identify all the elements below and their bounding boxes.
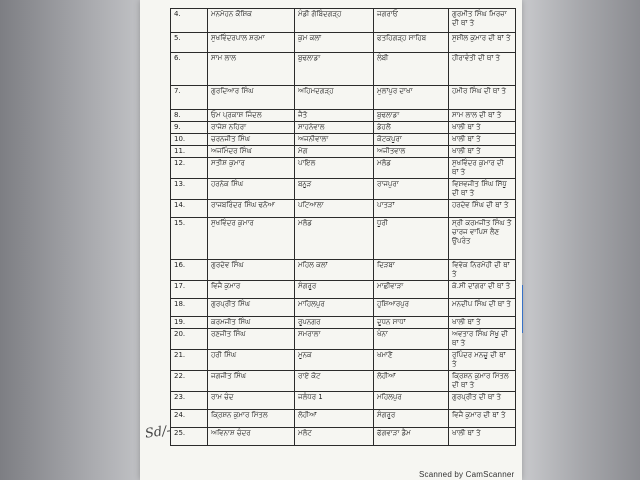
- from-location: ਬਨੂੜ: [295, 179, 374, 200]
- to-location: ਜਗਰਾਓਂ: [374, 9, 449, 33]
- to-location: ਕੋਟਕਪੂਰਾ: [374, 134, 449, 146]
- serial-number: 12.: [171, 158, 208, 179]
- table-row: [171, 392, 516, 410]
- serial-number: 20.: [171, 329, 208, 350]
- table-row: [171, 410, 516, 428]
- table-row: [171, 146, 516, 158]
- officer-name: ਰਾਜਬਰਿੰਦਰ ਸਿੰਘ ਢਨੋਆ: [208, 200, 295, 218]
- from-location: ਜੈਤੋ: [295, 110, 374, 122]
- table-row: [171, 86, 516, 110]
- to-location: ਸੰਗਰੂਰ: [374, 410, 449, 428]
- posting-detail: ਸੁਸ਼ੀਲ ਕੁਮਾਰ ਦੀ ਥਾਂ ਤੇ: [449, 33, 516, 53]
- to-location: ਧੂਰੀ: [374, 218, 449, 260]
- from-location: ਸਮਰਾਲਾ: [295, 329, 374, 350]
- background-right: [520, 0, 640, 480]
- table-row: [171, 110, 516, 122]
- from-location: ਅਜਨੀਵਾਲਾ: [295, 134, 374, 146]
- from-location: ਸਾਹਨੇਵਾਲ: [295, 122, 374, 134]
- to-location: ਰਾਜਪੁਰਾ: [374, 179, 449, 200]
- posting-detail: ਅਵਤਾਰ ਸਿੰਘ ਸੇਖੂ ਦੀ ਥਾਂ ਤੇ: [449, 329, 516, 350]
- serial-number: 13.: [171, 179, 208, 200]
- officer-name: ਗੁਰਦੇਵ ਸਿੰਘ: [208, 260, 295, 281]
- document-page: [140, 0, 522, 480]
- scanner-watermark: Scanned by CamScanner: [419, 470, 515, 479]
- table-row: [171, 200, 516, 218]
- posting-detail: ਕ੍ਰਿਸ਼ਨ ਕੁਮਾਰ ਮਿੱਤਲ ਦੀ ਥਾਂ ਤੇ: [449, 371, 516, 392]
- table-row: [171, 350, 516, 371]
- posting-detail: ਸ੍ਰੀ ਕਰਮਜੀਤ ਸਿੰਘ ਤੋਂ ਚਾਰਜ ਵਾਪਿਸ ਲੈਣ ਉਪਰੰਤ: [449, 218, 516, 260]
- officer-name: ਰਾਜੇਸ਼ ਨਹਿਰਾ: [208, 122, 295, 134]
- serial-number: 9.: [171, 122, 208, 134]
- officer-name: ਰਾਮ ਚੰਦ: [208, 392, 295, 410]
- from-location: ਮਲੋਡ: [295, 218, 374, 260]
- table-row: [171, 179, 516, 200]
- posting-detail: ਖਾਲੀ ਥਾਂ ਤੇ: [449, 146, 516, 158]
- to-location: ਖਮਾਣੋਂ: [374, 350, 449, 371]
- posting-detail: ਹਮੀਰ ਸਿੰਘ ਦੀ ਥਾਂ ਤੇ: [449, 86, 516, 110]
- from-location: ਪਟਿਆਲਾ: [295, 200, 374, 218]
- to-location: ਖੰਨਾ: [374, 329, 449, 350]
- to-location: ਮਹਿਲਪੁਰ: [374, 392, 449, 410]
- posting-detail: ਖਾਲੀ ਥਾਂ ਤੇ: [449, 428, 516, 446]
- from-location: ਲੋਹੀਆਂ: [295, 410, 374, 428]
- from-location: ਮੋਗ: [295, 146, 374, 158]
- to-location: ਬੁਢਲਾਡਾ: [374, 110, 449, 122]
- from-location: ਮੰਡੀ ਗੋਬਿੰਦਗੜ੍ਹ: [295, 9, 374, 33]
- serial-number: 21.: [171, 350, 208, 371]
- serial-number: 14.: [171, 200, 208, 218]
- posting-detail: ਸਾਮ ਲਾਲ ਦੀ ਥਾਂ ਤੇ: [449, 110, 516, 122]
- table-row: [171, 317, 516, 329]
- table-row: [171, 260, 516, 281]
- officer-name: ਰਣਜੀਤ ਸਿੰਘ: [208, 329, 295, 350]
- table-row: [171, 122, 516, 134]
- from-location: ਕੁਮ ਕਲਾਂ: [295, 33, 374, 53]
- to-location: ਫਤਹਿਗੜ੍ਹ ਸਾਹਿਬ: [374, 33, 449, 53]
- to-location: ਮੁਲਾਂਪੁਰ ਦਾਖਾ: [374, 86, 449, 110]
- table-row: [171, 33, 516, 53]
- posting-detail: ਹੀਰਾਵੰਤੀ ਦੀ ਥਾਂ ਤੇ: [449, 53, 516, 86]
- posting-detail: ਖਾਲੀ ਥਾਂ ਤੇ: [449, 134, 516, 146]
- from-location: ਰੂਪਨਗਰ: [295, 317, 374, 329]
- officer-name: ਅਜਮਿੰਦਰ ਸਿੰਘ: [208, 146, 295, 158]
- to-location: ਦੂਧਨ ਸਾਧਾਂ: [374, 317, 449, 329]
- from-location: ਸੰਗਰੂਰ: [295, 281, 374, 299]
- serial-number: 8.: [171, 110, 208, 122]
- table-row: [171, 329, 516, 350]
- officer-name: ਸੁਖਵਿੰਦਰ ਕੁਮਾਰ: [208, 218, 295, 260]
- table-row: [171, 299, 516, 317]
- table-row: [171, 9, 516, 33]
- posting-detail: ਸੁਖਵਿੰਦਰ ਕੁਮਾਰ ਦੀ ਥਾਂ ਤੇ: [449, 158, 516, 179]
- serial-number: 22.: [171, 371, 208, 392]
- to-location: ਅਜੀਤਵਾਲ: [374, 146, 449, 158]
- from-location: ਮਲੋਟ: [295, 428, 374, 446]
- officer-name: ਕਰਮਜੀਤ ਸਿੰਘ: [208, 317, 295, 329]
- officer-name: ਜਗਜੀਤ ਸਿੰਘ: [208, 371, 295, 392]
- table-row: [171, 218, 516, 260]
- posting-detail: ਗੁਰਪ੍ਰੀਤ ਦੀ ਥਾਂ ਤੇ: [449, 392, 516, 410]
- serial-number: 7.: [171, 86, 208, 110]
- serial-number: 5.: [171, 33, 208, 53]
- signature: Sd/-: [144, 423, 172, 442]
- to-location: ਲੋਹੀਆਂ: [374, 371, 449, 392]
- posting-detail: ਵਿਵੇਕ ਨਿਰਮੋਹੀ ਦੀ ਥਾਂ ਤੇ: [449, 260, 516, 281]
- serial-number: 11.: [171, 146, 208, 158]
- to-location: ਡੇਹਲੋਂ: [374, 122, 449, 134]
- posting-detail: ਮਨਦੀਪ ਸਿੰਘ ਦੀ ਥਾਂ ਤੇ: [449, 299, 516, 317]
- officer-name: ਕ੍ਰਿਸ਼ਨ ਕੁਮਾਰ ਮਿੱਤਲ: [208, 410, 295, 428]
- to-location: ਮਲੋਡ: [374, 158, 449, 179]
- from-location: ਮੂਨਕ: [295, 350, 374, 371]
- officer-name: ਗੁਰਪ੍ਰੀਤ ਸਿੰਘ: [208, 299, 295, 317]
- officer-name: ਹਰਨੇਕ ਸਿੰਘ: [208, 179, 295, 200]
- to-location: ਪਾਤੜਾਂ: [374, 200, 449, 218]
- officer-name: ਹਰੀ ਸਿੰਘ: [208, 350, 295, 371]
- officer-name: ਚਰਨਜੀਤ ਸਿੰਘ: [208, 134, 295, 146]
- table-row: [171, 428, 516, 446]
- from-location: ਮਹਿਲ ਕਲਾਂ: [295, 260, 374, 281]
- table-row: [171, 53, 516, 86]
- table-body: [171, 9, 516, 446]
- posting-detail: ਖਾਲੀ ਥਾਂ ਤੇ: [449, 122, 516, 134]
- officer-name: ਓਮ ਪ੍ਰਕਾਸ਼ ਜਿੰਦਲ: [208, 110, 295, 122]
- serial-number: 4.: [171, 9, 208, 33]
- posting-detail: ਰੁਪਿੰਦਰ ਮਨਚੂ ਦੀ ਥਾਂ ਤੇ: [449, 350, 516, 371]
- serial-number: 18.: [171, 299, 208, 317]
- serial-number: 16.: [171, 260, 208, 281]
- to-location: ਮਾਛੀਵਾੜਾ: [374, 281, 449, 299]
- serial-number: 6.: [171, 53, 208, 86]
- from-location: ਜਲੰਧਰ 1: [295, 392, 374, 410]
- table-row: [171, 158, 516, 179]
- table-row: [171, 371, 516, 392]
- posting-detail: ਵਿਜੈ ਕੁਮਾਰ ਦੀ ਥਾਂ ਤੇ: [449, 410, 516, 428]
- posting-detail: ਕੇ.ਸੀ ਦਾਂਗਰਾ ਦੀ ਥਾਂ ਤੇ: [449, 281, 516, 299]
- from-location: ਪਾਇਲ: [295, 158, 374, 179]
- serial-number: 17.: [171, 281, 208, 299]
- transfer-table: [170, 8, 516, 446]
- posting-detail: ਵਿਸ਼ਵਜੀਤ ਸਿੰਘ ਸਿੱਧੂ ਦੀ ਥਾਂ ਤੇ: [449, 179, 516, 200]
- serial-number: 23.: [171, 392, 208, 410]
- serial-number: 15.: [171, 218, 208, 260]
- officer-name: ਵਿਜੈ ਕੁਮਾਰ: [208, 281, 295, 299]
- background-left: [0, 0, 150, 480]
- officer-name: ਗੁਰਦਿਆਰ ਸਿੰਘ: [208, 86, 295, 110]
- to-location: ਦਿੜਬਾ: [374, 260, 449, 281]
- from-location: ਬੁਢਲਾਡਾ: [295, 53, 374, 86]
- from-location: ਰਾਏ ਕੋਟ: [295, 371, 374, 392]
- posting-detail: ਹਰਦੇਵ ਸਿੰਘ ਦੀ ਥਾਂ ਤੇ: [449, 200, 516, 218]
- officer-name: ਸੁਖਵਿੰਦਰਪਾਲ ਸ਼ਰਮਾ: [208, 33, 295, 53]
- table-row: [171, 134, 516, 146]
- to-location: ਫੱਗਵਾੜਾ ਡੈਮ: [374, 428, 449, 446]
- to-location: ਹੁਸ਼ਿਆਰਪੁਰ: [374, 299, 449, 317]
- officer-name: ਸਤੀਸ਼ ਕੁਮਾਰ: [208, 158, 295, 179]
- from-location: ਮਾਹਿਲਪੁਰ: [295, 299, 374, 317]
- posting-detail: ਗੁਰਮੀਤ ਸਿੰਘ ਮਿਰਜ਼ਾ ਦੀ ਥਾਂ ਤੇ: [449, 9, 516, 33]
- table-row: [171, 281, 516, 299]
- officer-name: ਮਨਮੋਹਨ ਕੌਸ਼ਿਕ: [208, 9, 295, 33]
- serial-number: 19.: [171, 317, 208, 329]
- serial-number: 10.: [171, 134, 208, 146]
- from-location: ਅਹਿਮਦਗੜ੍ਹ: [295, 86, 374, 110]
- to-location: ਲੰਬੀ: [374, 53, 449, 86]
- officer-name: ਅਵਿਨਾਸ਼ ਚੰਦਰ: [208, 428, 295, 446]
- serial-number: 25.: [171, 428, 208, 446]
- serial-number: 24.: [171, 410, 208, 428]
- officer-name: ਸਾਮ ਲਾਲ: [208, 53, 295, 86]
- posting-detail: ਖਾਲੀ ਥਾਂ ਤੇ: [449, 317, 516, 329]
